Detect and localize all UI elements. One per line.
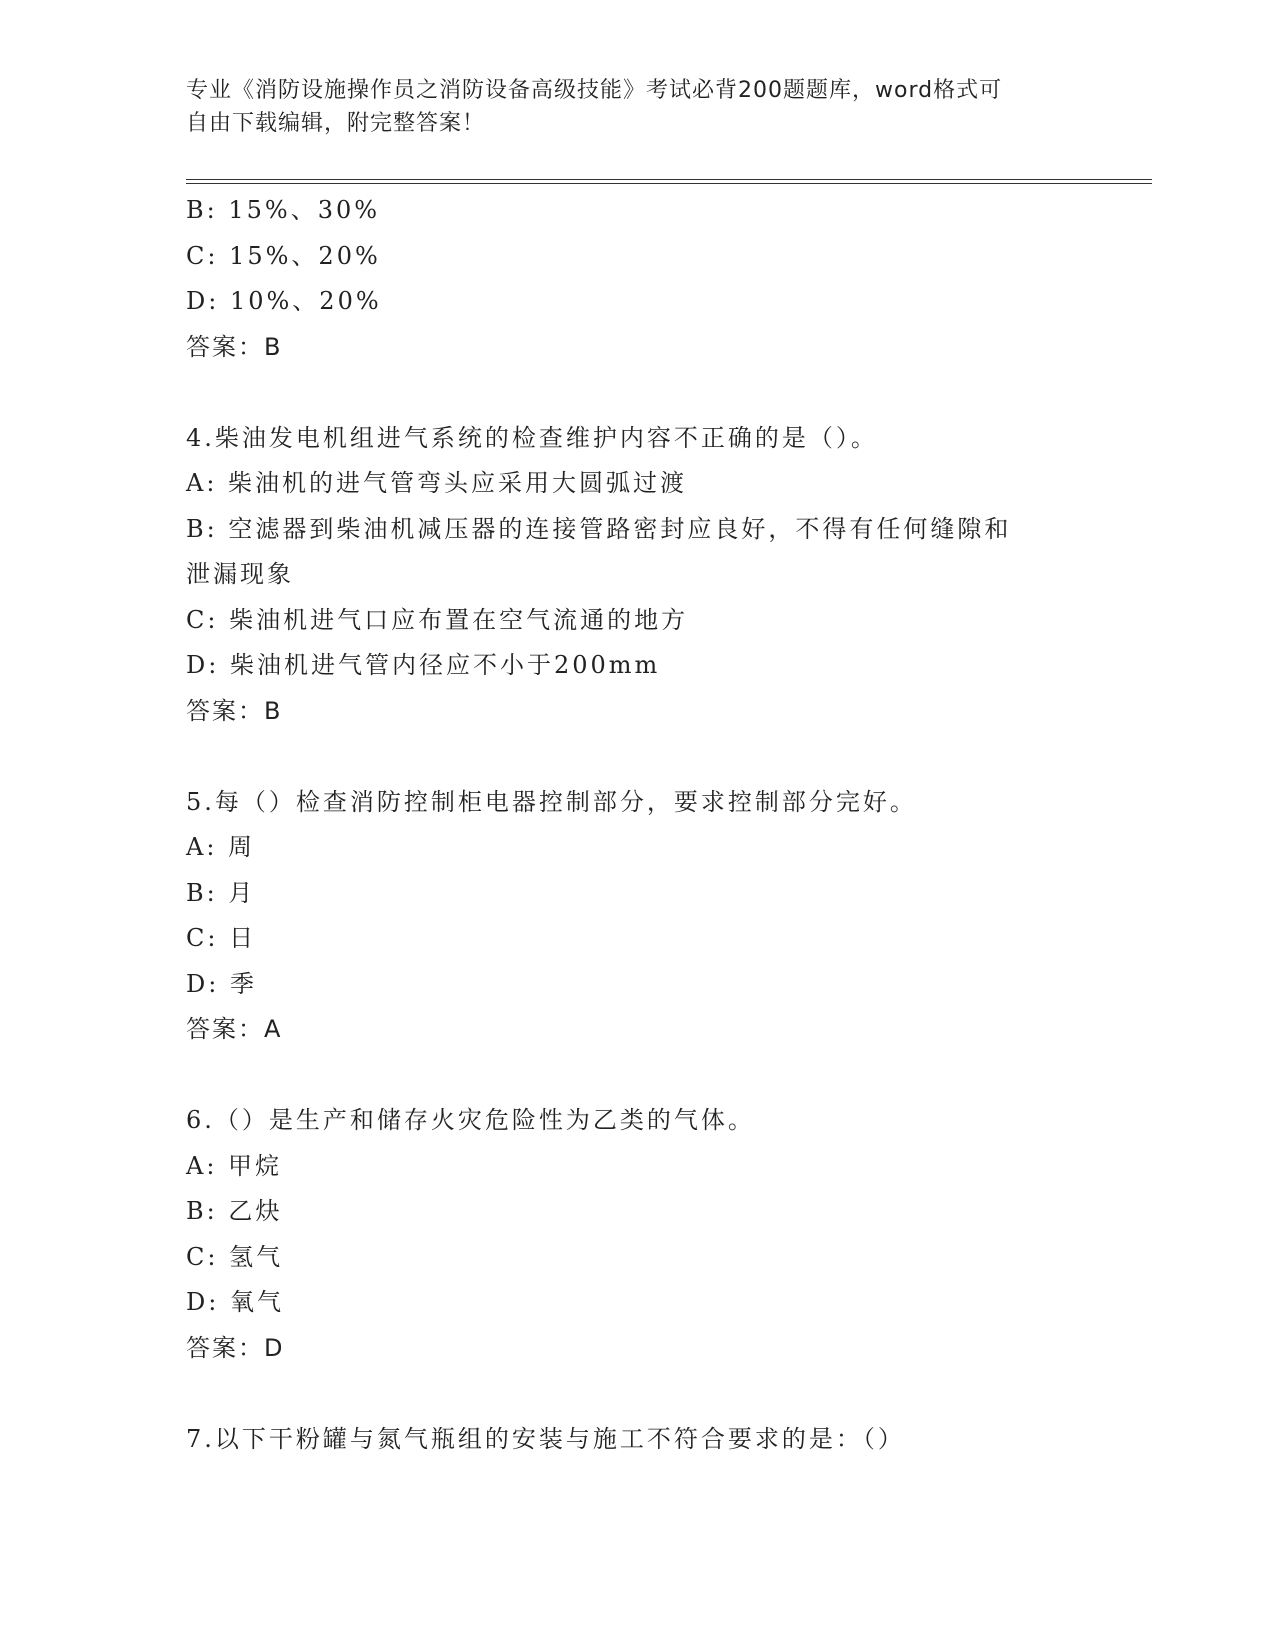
document-header: [186, 74, 1066, 140]
question-block-3-tail: [186, 188, 1086, 370]
question-text: 7.以下干粉罐与氮气瓶组的安装与施工不符合要求的是：（）: [186, 1424, 905, 1453]
option-c: C: 日: [186, 924, 257, 952]
option-c: C: 氢气: [186, 1242, 284, 1271]
option-b: B: 15%、30%: [186, 196, 381, 224]
answer-line: 答案：B: [186, 332, 283, 361]
spacer: [186, 1053, 1086, 1099]
question-block-7: [186, 1417, 1086, 1463]
question-block-4: [186, 416, 1086, 735]
spacer: [186, 370, 1086, 416]
question-text: 5.每（）检查消防控制柜电器控制部分，要求控制部分完好。: [186, 787, 917, 816]
spacer: [186, 734, 1086, 780]
question-block-5: [186, 780, 1086, 1053]
option-b: B: 空滤器到柴油机减压器的连接管路密封应良好，不得有任何缝隙和: [186, 514, 1012, 543]
header-line-2: 自由下载编辑，附完整答案！: [186, 111, 486, 136]
option-d: D: 季: [186, 969, 257, 998]
option-d: D: 柴油机进气管内径应不小于200mm: [186, 651, 661, 679]
spacer: [186, 1371, 1086, 1417]
option-b: B: 月: [186, 878, 256, 907]
option-d: D: 10%、20%: [186, 287, 382, 315]
header-line-1: 专业《消防设施操作员之消防设备高级技能》考试必背200题题库，word格式可: [186, 78, 1003, 103]
answer-line: 答案：A: [186, 1015, 283, 1043]
header-divider-top: [186, 179, 1152, 180]
option-b: B: 乙炔: [186, 1197, 283, 1225]
option-c: C: 15%、20%: [186, 241, 381, 270]
option-b-continued: 泄漏现象: [186, 560, 294, 588]
option-a: A: 柴油机的进气管弯头应采用大圆弧过渡: [186, 469, 688, 497]
option-a: A: 周: [186, 833, 256, 861]
question-text: 4.柴油发电机组进气系统的检查维护内容不正确的是（）。: [186, 423, 878, 452]
header-divider-bottom: [186, 183, 1152, 184]
answer-line: 答案：B: [186, 696, 283, 725]
option-d: D: 氧气: [186, 1288, 284, 1316]
question-list: [186, 188, 1086, 1462]
question-text: 6.（）是生产和储存火灾危险性为乙类的气体。: [186, 1106, 755, 1134]
option-a: A: 甲烷: [186, 1151, 283, 1180]
option-c: C: 柴油机进气口应布置在空气流通的地方: [186, 605, 689, 634]
question-block-6: [186, 1098, 1086, 1371]
answer-line: 答案：D: [186, 1333, 285, 1362]
